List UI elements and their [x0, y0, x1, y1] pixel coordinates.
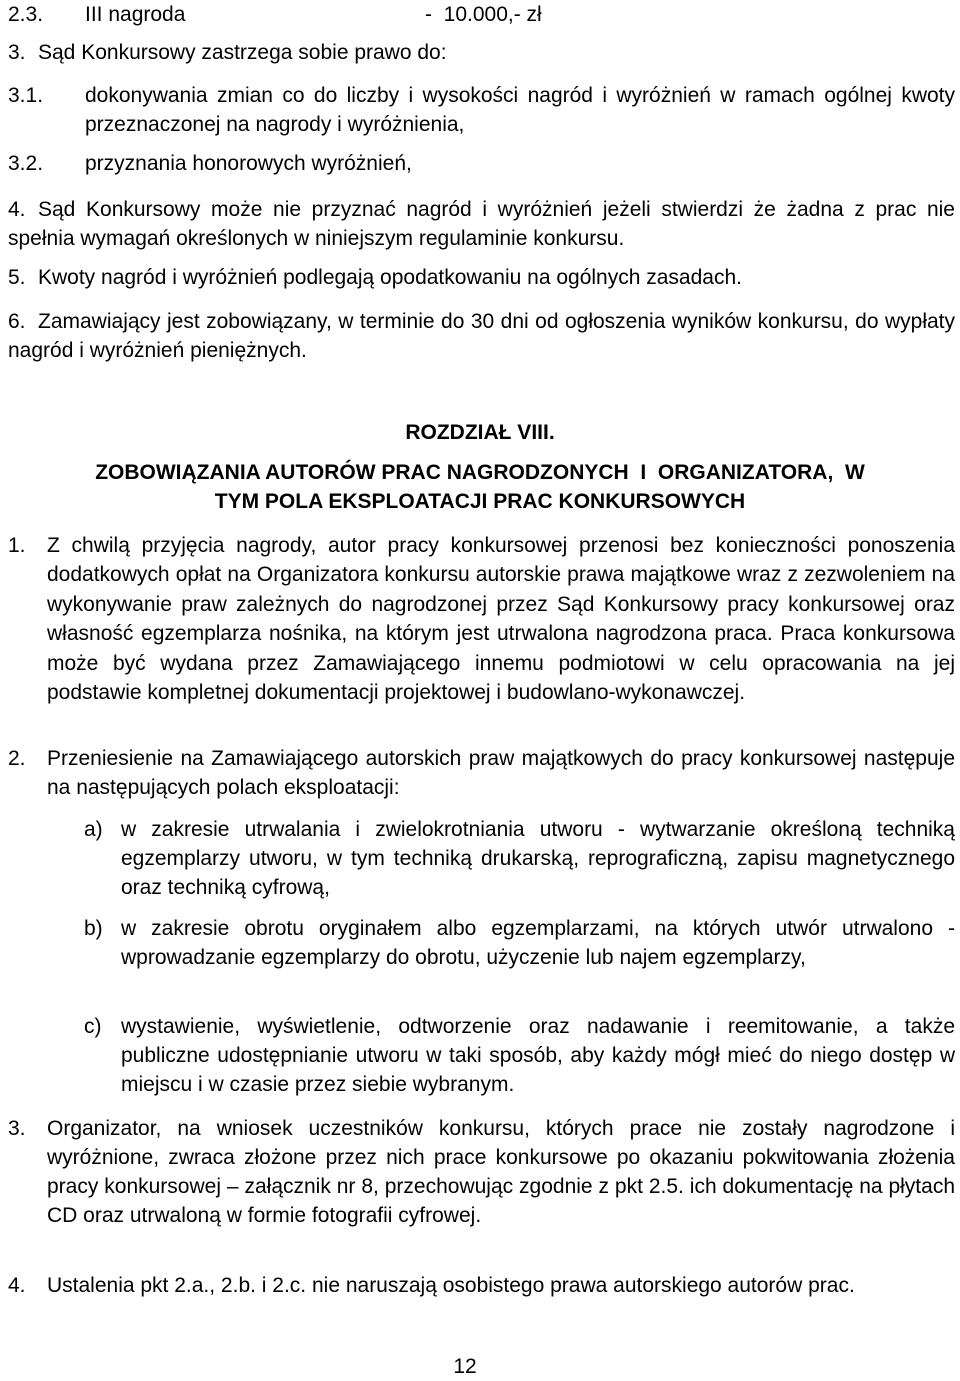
clause-c-text: wystawienie, wyświetlenie, odtworzenie oraz nadawanie i reemitowanie, a także publiczne udostępnianie utworu w taki sposób, aby każdy mógł mieć do niego dostęp w miejscu i w czasie przez siebie wybranym. [121, 1015, 955, 1096]
section-3-text: Sąd Konkursowy zastrzega sobie prawo do: [38, 41, 447, 64]
prize-number: 2.3. [8, 3, 44, 26]
chapter-heading: ROZDZIAŁ VIII. [405, 421, 555, 444]
point-4-text: Sąd Konkursowy może nie przyznać nagród i wyróżnień jeżeli stwierdzi że żadna z prac nie spełnia wymagań określonych w niniejszym regulaminie konkursu. [8, 198, 955, 250]
section-3-2-number: 3.2. [8, 152, 44, 175]
point-5-text: Kwoty nagród i wyróżnień podlegają opodatkowaniu na ogólnych zasadach. [38, 266, 742, 289]
prize-amount: - 10.000,- zł [425, 3, 542, 26]
clause-b-letter: b) [84, 917, 103, 940]
clause-a-text: w zakresie utrwalania i zwielokrotniania utworu - wytwarzanie określoną techniką egzemplarzy utworu, w tym techniką drukarską, reprograficzną, zapisu magnetycznego oraz techniką cyfrową, [121, 818, 955, 899]
article-4-text: Ustalenia pkt 2.a., 2.b. i 2.c. nie naruszają osobistego prawa autorskiego autorów prac. [47, 1274, 855, 1297]
page-number: 12 [453, 1355, 477, 1378]
point-6-text: Zamawiający jest zobowiązany, w terminie do 30 dni od ogłoszenia wyników konkursu, do wypłaty nagród i wyróżnień pieniężnych. [8, 310, 955, 362]
article-4-number: 4. [8, 1274, 26, 1297]
section-3-number: 3. [8, 41, 26, 64]
clause-a-letter: a) [84, 818, 103, 841]
chapter-title-line-1: ZOBOWIĄZANIA AUTORÓW PRAC NAGRODZONYCH I ORGANIZATORA, W [95, 461, 865, 484]
article-1-text: Z chwilą przyjęcia nagrody, autor pracy konkursowej przenosi bez konieczności ponoszenia dodatkowych opłat na Organizatora konkursu autorskie prawa majątkowe wraz z zezwoleniem na wykonywanie praw zależnych do nagrodzonej przez Sąd Konkursowy pracy konkursowej oraz własność egzemplarza nośnika, na którym jest utrwalona nagrodzona praca. Praca konkursowa może być wydana przez Zamawiającego innemu podmiotowi w celu opracowania na jej podstawie kompletnej dokumentacji projektowej i budowlano-wykonawczej. [47, 534, 955, 705]
clause-c-letter: c) [84, 1015, 102, 1038]
chapter-title-line-2: TYM POLA EKSPLOATACJI PRAC KONKURSOWYCH [214, 490, 746, 513]
article-2-text: Przeniesienie na Zamawiającego autorskich praw majątkowych do pracy konkursowej następuje na następujących polach eksploatacji: [47, 747, 955, 799]
point-4-number: 4. [8, 198, 26, 221]
article-3-number: 3. [8, 1117, 26, 1140]
prize-label: III nagroda [85, 3, 186, 26]
section-3-2-text: przyznania honorowych wyróżnień, [85, 152, 412, 175]
section-3-1-number: 3.1. [8, 84, 44, 107]
point-6-number: 6. [8, 310, 26, 333]
section-3-1-text: dokonywania zmian co do liczby i wysokości nagród i wyróżnień w ramach ogólnej kwoty przeznaczonej na nagrody i wyróżnienia, [85, 84, 955, 136]
article-1-number: 1. [8, 534, 26, 557]
point-5-number: 5. [8, 266, 26, 289]
article-3-text: Organizator, na wniosek uczestników konkursu, których prace nie zostały nagrodzone i wyróżnione, zwraca złożone przez nich prace konkursowe po okazaniu pokwitowania złożenia pracy konkursowej – załącznik nr 8, przechowując zgodnie z pkt 2.5. ich dokumentację na płytach CD oraz utrwaloną w formie fotografii cyfrowej. [47, 1117, 955, 1227]
clause-b-text: w zakresie obrotu oryginałem albo egzemplarzami, na których utwór utrwalono - wprowadzanie egzemplarzy do obrotu, użyczenie lub najem egzemplarzy, [121, 917, 955, 969]
article-2-number: 2. [8, 747, 26, 770]
